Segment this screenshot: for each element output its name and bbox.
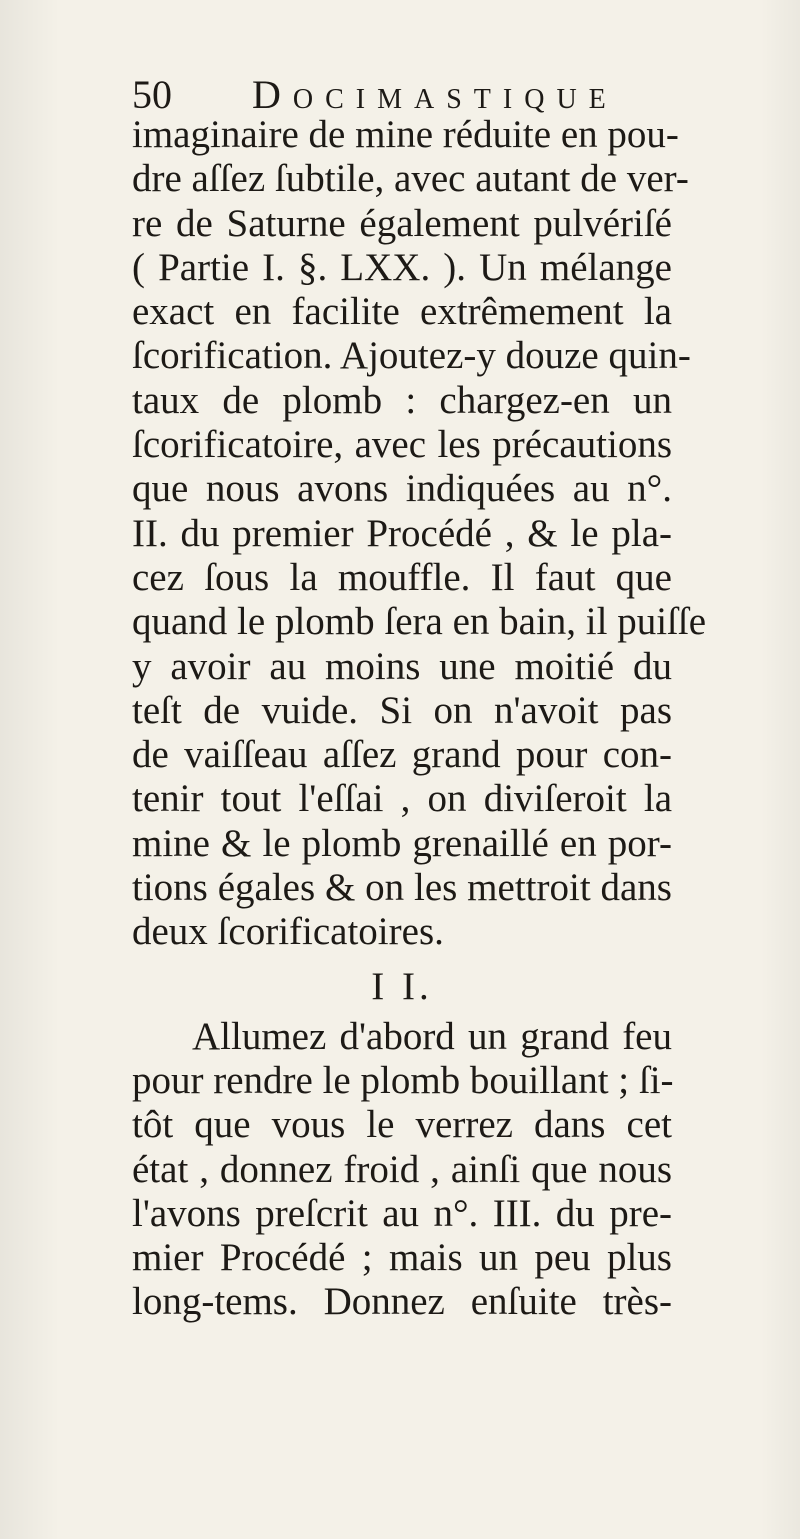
text-line: cez ſous la mouffle. Il faut que bbox=[132, 555, 672, 599]
text-line: que nous avons indiquées au n°. bbox=[132, 467, 672, 511]
page-number: 50 bbox=[132, 72, 172, 117]
text-line: imaginaire de mine réduite en pou- bbox=[132, 113, 679, 156]
text-line: ſcorification. Ajoutez-y douze quin- bbox=[132, 334, 691, 378]
text-line: mine & le plomb grenaillé en por- bbox=[132, 821, 672, 865]
body-text bbox=[132, 113, 707, 1325]
text-line: dre aſſez ſubtile, avec autant de ver- bbox=[132, 157, 689, 201]
text-line: l'avons preſcrit au n°. III. du pre- bbox=[132, 1191, 672, 1235]
text-line: de vaiſſeau aſſez grand pour con- bbox=[132, 733, 672, 777]
text-line: tôt que vous le verrez dans cet bbox=[132, 1103, 672, 1147]
text-line: quand le plomb ſera en bain, il puiſſe bbox=[132, 600, 707, 644]
text-line: re de Saturne également pulvériſé bbox=[132, 201, 672, 245]
text-line: teſt de vuide. Si on n'avoit pas bbox=[132, 688, 672, 732]
text-line: ( Partie I. §. LXX. ). Un mélange bbox=[132, 245, 672, 289]
running-title: Docimastique bbox=[252, 72, 618, 117]
text-line: taux de plomb : chargez-en un bbox=[132, 378, 672, 422]
text-line: ſcorificatoire, avec les précautions bbox=[132, 423, 672, 467]
text-line: tions égales & on les mettroit dans bbox=[132, 866, 672, 910]
text-line: pour rendre le plomb bouillant ; ſi- bbox=[132, 1058, 674, 1102]
text-line: long-tems. Donnez enſuite très- bbox=[132, 1280, 672, 1324]
text-line: II. du premier Procédé , & le pla- bbox=[132, 511, 672, 555]
text-line: exact en facilite extrêmement la bbox=[132, 290, 672, 334]
text-line: tenir tout l'eſſai , on diviſeroit la bbox=[132, 777, 672, 821]
text-line: deux ſcorificatoires. bbox=[132, 910, 444, 954]
text-line: y avoir au moins une moitié du bbox=[132, 644, 672, 688]
paragraph-1 bbox=[132, 113, 707, 955]
text-line: mier Procédé ; mais un peu plus bbox=[132, 1236, 672, 1280]
paragraph-2 bbox=[132, 1015, 672, 1325]
text-line: Allumez d'abord un grand feu bbox=[192, 1014, 672, 1058]
text-line: état , donnez froid , ainſi que nous bbox=[132, 1147, 672, 1191]
section-number: I I. bbox=[371, 964, 433, 1008]
